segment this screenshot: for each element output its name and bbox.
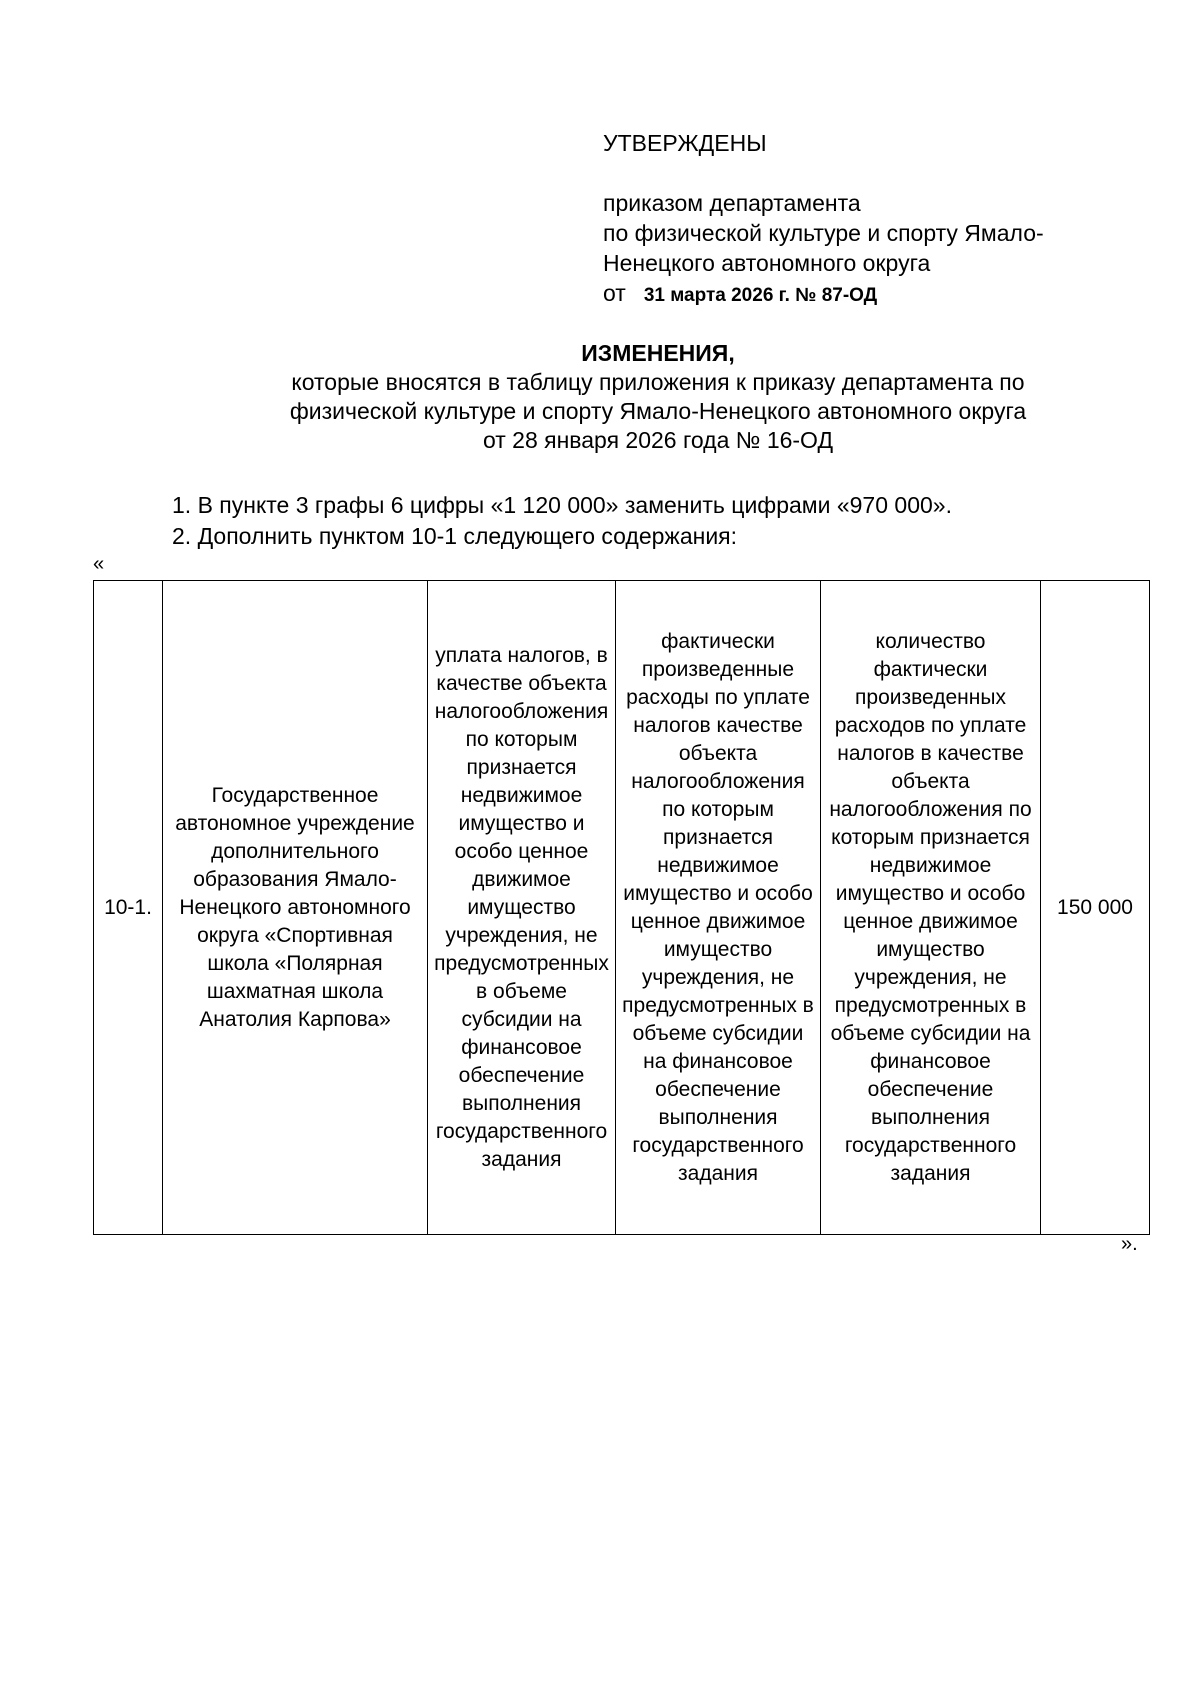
approval-date-line <box>603 278 1044 311</box>
document-title-block <box>0 339 1200 455</box>
document-title: ИЗМЕНЕНИЯ, <box>581 340 735 366</box>
closing-quote: ». <box>1121 1233 1138 1255</box>
approval-line-3: Ненецкого автономного округа <box>603 250 931 276</box>
approval-date-prefix: от <box>603 280 626 306</box>
approval-date-value: 31 марта 2026 г. № 87-ОД <box>643 285 878 306</box>
approval-block <box>603 128 1044 311</box>
document-subtitle-line-2: физической культуре и спорту Ямало-Ненецкого автономного округа <box>289 398 1027 424</box>
table-row <box>94 581 1150 1235</box>
paragraph-1: 1. В пункте 3 графы 6 цифры «1 120 000» заменить цифрами «970 000». <box>172 492 952 518</box>
cell-indicator: количество фактически произведенных расходов по уплате налогов в качестве объекта налогообложения по которым признается недвижимое имущество и особо ценное движимое имущество учреждения, не предусмотренных в объеме субсидии на финансовое обеспечение выполнения государственного задания <box>821 581 1041 1235</box>
amendment-table <box>93 580 1150 1235</box>
document-subtitle-line-3: от 28 января 2026 года № 16-ОД <box>482 427 834 453</box>
cell-purpose: уплата налогов, в качестве объекта налогообложения по которым признается недвижимое имущество и особо ценное движимое имущество учреждения, не предусмотренных в объеме субсидии на финансовое обеспечение выполнения государственного задания <box>428 581 616 1235</box>
cell-institution: Государственное автономное учреждение дополнительного образования Ямало-Ненецкого автономного округа «Спортивная школа «Полярная шахматная школа Анатолия Карпова» <box>163 581 428 1235</box>
approval-heading: УТВЕРЖДЕНЫ <box>603 130 767 156</box>
cell-base: фактически произведенные расходы по уплате налогов качестве объекта налогообложения по которым признается недвижимое имущество и особо ценное движимое имущество учреждения, не предусмотренных в объеме субсидии на финансовое обеспечение выполнения государственного задания <box>616 581 821 1235</box>
cell-item-number: 10-1. <box>94 581 163 1235</box>
cell-amount: 150 000 <box>1041 581 1150 1235</box>
approval-line-1: приказом департамента <box>603 190 861 216</box>
approval-line-2: по физической культуре и спорту Ямало- <box>603 220 1044 246</box>
document-subtitle-line-1: которые вносятся в таблицу приложения к приказу департамента по <box>291 369 1025 395</box>
amendment-paragraphs <box>172 490 952 552</box>
paragraph-2: 2. Дополнить пунктом 10-1 следующего содержания: <box>172 523 738 549</box>
opening-quote: « <box>93 553 105 575</box>
